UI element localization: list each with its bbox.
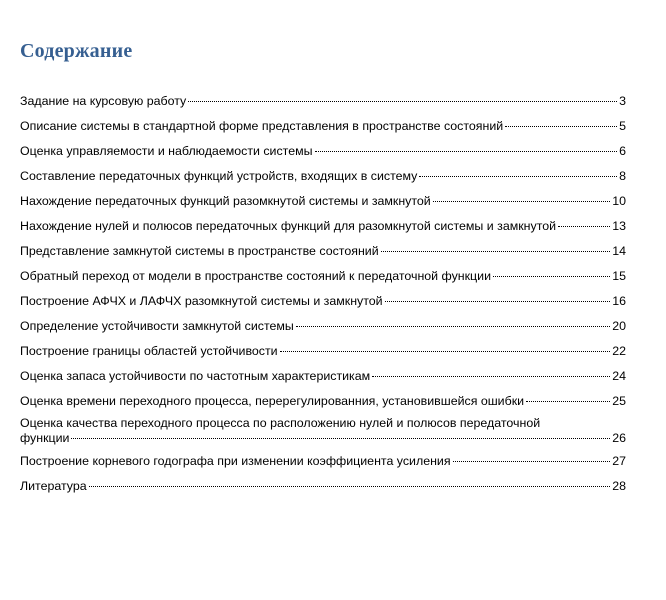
toc-dot-leader (505, 126, 617, 127)
toc-entry-text: Оценка запаса устойчивости по частотным характеристикам (20, 369, 371, 383)
toc-entry[interactable] (20, 344, 626, 359)
toc-entry[interactable] (20, 244, 626, 259)
toc-dot-leader (280, 351, 611, 352)
toc-entry[interactable] (20, 169, 626, 184)
toc-page-number: 20 (612, 319, 626, 333)
toc-entry[interactable] (20, 294, 626, 309)
toc-dot-leader (89, 486, 611, 487)
toc-entry[interactable] (20, 416, 626, 446)
toc-entry[interactable] (20, 479, 626, 494)
toc-dot-leader (315, 151, 618, 152)
toc-dot-leader (71, 438, 610, 439)
toc-entry-text: Построение АФЧХ и ЛАФЧХ разомкнутой системы и замкнутой (20, 294, 383, 308)
toc-entry-text: Нахождение передаточных функций разомкнутой системы и замкнутой (20, 194, 431, 208)
toc-dot-leader (188, 101, 617, 102)
toc-entry-text: Построение границы областей устойчивости (20, 344, 278, 358)
toc-entry-text-line1: Оценка качества переходного процесса по расположению нулей и полюсов передаточной (20, 416, 541, 430)
toc-entry[interactable] (20, 194, 626, 209)
toc-page-number: 6 (619, 144, 626, 158)
toc-entry-text: Задание на курсовую работу (20, 94, 187, 108)
toc-page-number: 14 (612, 244, 626, 258)
toc-entry[interactable] (20, 394, 626, 409)
toc-entry-text: Обратный переход от модели в пространстве состояний к передаточной функции (20, 269, 491, 283)
toc-entry[interactable] (20, 319, 626, 334)
toc-dot-leader (433, 201, 610, 202)
toc-title: Содержание (20, 40, 133, 62)
toc-dot-leader (372, 376, 610, 377)
toc-entry-text-line2: функции (20, 431, 70, 445)
toc-entry[interactable] (20, 119, 626, 134)
toc-page-number: 28 (612, 479, 626, 493)
toc-dot-leader (296, 326, 610, 327)
toc-entry[interactable] (20, 269, 626, 284)
toc-entry-text: Оценка управляемости и наблюдаемости системы (20, 144, 313, 158)
toc-entry-text: Определение устойчивости замкнутой системы (20, 319, 294, 333)
toc-dot-leader (493, 276, 610, 277)
toc-entry-text: Описание системы в стандартной форме представления в пространстве состояний (20, 119, 504, 133)
toc-page-number: 10 (612, 194, 626, 208)
toc-entry-text: Составление передаточных функций устройств, входящих в систему (20, 169, 418, 183)
toc-page-number: 15 (612, 269, 626, 283)
toc-entry-text: Представление замкнутой системы в пространстве состояний (20, 244, 379, 258)
toc-dot-leader (453, 461, 611, 462)
toc-page-number: 26 (612, 431, 626, 445)
toc-dot-leader (558, 226, 610, 227)
toc-dot-leader (385, 301, 611, 302)
toc-entry[interactable] (20, 219, 626, 234)
toc-entry[interactable] (20, 369, 626, 384)
toc-entry-text: Нахождение нулей и полюсов передаточных функций для разомкнутой системы и замкнутой (20, 219, 557, 233)
toc-page-number: 25 (612, 394, 626, 408)
toc-entry[interactable] (20, 454, 626, 469)
toc-entry-text: Оценка времени переходного процесса, перерегулированния, установившейся ошибки (20, 394, 525, 408)
toc-list (20, 94, 626, 504)
toc-page-number: 8 (619, 169, 626, 183)
toc-page-number: 5 (619, 119, 626, 133)
toc-page-number: 24 (612, 369, 626, 383)
toc-entry[interactable] (20, 144, 626, 159)
toc-dot-leader (419, 176, 617, 177)
toc-entry-text: Литература (20, 479, 87, 493)
toc-dot-leader (526, 401, 610, 402)
toc-dot-leader (381, 251, 611, 252)
toc-page-number: 22 (612, 344, 626, 358)
toc-page-number: 27 (612, 454, 626, 468)
toc-entry-text: Построение корневого годографа при изменении коэффициента усиления (20, 454, 451, 468)
toc-entry[interactable] (20, 94, 626, 109)
toc-page-number: 13 (612, 219, 626, 233)
toc-page-number: 3 (619, 94, 626, 108)
toc-page-number: 16 (612, 294, 626, 308)
